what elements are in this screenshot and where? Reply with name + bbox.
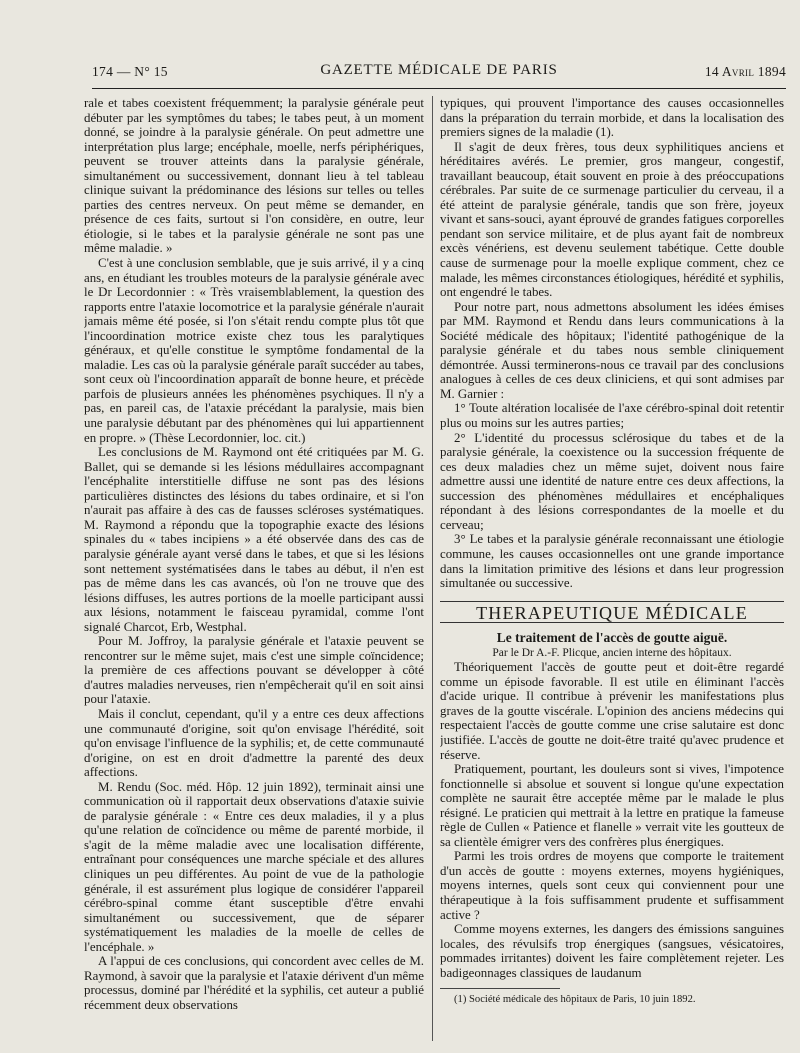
paragraph: Comme moyens externes, les dangers des émissions sanguines locales, des révulsifs trop énergiques (sangsues, vésicatoires, pommades irritantes) doivent les faire complètement rejeter. Les badigeonnages classiques de laudanum xyxy=(440,922,784,980)
paragraph: Parmi les trois ordres de moyens que comporte le traitement d'un accès de goutte : moyens externes, moyens hygiéniques, moyens internes, quels sont ceux qui conviennent pour une thérapeutique à la fois suffisamment prudente et suffisamment active ? xyxy=(440,849,784,922)
paragraph: Pour notre part, nous admettons absolument les idées émises par MM. Raymond et Rendu dans leurs communications à la Société médicale des hôpitaux; l'identité pathogénique de la paralysie générale et du tabes nous semble cliniquement démontrée. Aussi terminerons-nous ce travail par des conclusions analogues à celles de ces deux cliniciens, et qui sont admises par M. Garnier : xyxy=(440,299,784,401)
paragraph: Pour M. Joffroy, la paralysie générale et l'ataxie peuvent se rencontrer sur le même sujet, mais c'est une simple coïncidence; la première de ces affections pouvant se développer à côté d'autres maladies nerveuses, rien n'empêcherait qu'il en soit ainsi pour l'ataxie. xyxy=(84,634,424,707)
page-number: 174 — N° 15 xyxy=(92,64,168,79)
right-column xyxy=(440,96,784,1041)
section-title: THERAPEUTIQUE MÉDICALE xyxy=(476,602,748,623)
paragraph: C'est à une conclusion semblable, que je suis arrivé, il y a cinq ans, en étudiant les troubles moteurs de la paralysie générale avec le Dr Lecordonnier : « Très vraisemblablement, la question des rapports entre l'ataxie locomotrice et la paralysie générale n'aurait jamais même été posée, si l'on s'était rendu compte plus tôt que l'incoordination motrice existe chez tous les paralytiques généraux, et qu'elle constitue le symptôme fondamental de la maladie. Les cas où la paralysie générale paraît succéder au tabes, sont ceux où l'incoordination apparaît de bonne heure, et précède parfois de plusieurs années les phénomènes psychiques. Il n'y a pas, en pareil cas, de l'ataxie précédant la paralysie, mais bien une paralysie débutant par des phénomènes qui lui appartiennent en propre. » (Thèse Lecordonnier, loc. cit.) xyxy=(84,256,424,445)
paragraph: Mais il conclut, cependant, qu'il y a entre ces deux affections une communauté d'origine, soit qu'on envisage l'hérédité, soit qu'on envisage l'influence de la syphilis; et, de cette communauté d'origine, on est en droit d'admettre la parenté des deux affections. xyxy=(84,706,424,780)
paragraph: A l'appui de ces conclusions, qui concordent avec celles de M. Raymond, à savoir que la paralysie et l'ataxie dérivent d'un même processus, dominé par l'hérédité et la syphilis, cet auteur a publié récemment deux observations xyxy=(84,954,424,1012)
footnote-rule xyxy=(440,988,560,989)
paragraph: typiques, qui prouvent l'importance des causes occasionnelles dans la préparation du terrain morbide, et dans la localisation des premiers signes de la maladie (1). xyxy=(440,96,784,140)
paragraph: Les conclusions de M. Raymond ont été critiquées par M. G. Ballet, qui se demande si les lésions médullaires accompagnant l'encéphalite interstitielle diffuse ne sont pas des lésions particulières distinctes des lésions du tabes ordinaire, et si l'on n'aurait pas affaire à des cas de fausses scléroses systématiques. M. Raymond a répondu que la topographie exacte des lésions spinales du « tabes incipiens » a été observée dans des cas de paralysie générale ayant versé dans le tabes, et que si les lésions sont nettement systématisées dans le tabes au début, il n'en est pas de même dans les cas avancés, où l'on ne trouve que des lésions diffuses, les autres portions de la moelle participant aussi aux lésions, notamment le faisceau pyramidal, comme l'ont signalé Charcot, Erb, Westphal. xyxy=(84,445,424,634)
conclusion-item: 2° L'identité du processus sclérosique du tabes et de la paralysie générale, la coexistence ou la succession fréquente de ces deux maladies chez un même sujet, doivent nous faire admettre aussi une identité de nature entre ces deux affections, la succession des phénomènes médullaires et encéphaliques répondant à des lésions correspondantes de la moelle et du cerveau; xyxy=(440,430,784,532)
paragraph: Il s'agit de deux frères, tous deux syphilitiques anciens et héréditaires avérés. Le premier, gros mangeur, congestif, travaillant beaucoup, était souvent en proie à des préoccupations cérébrales. Par suite de ce surmenage particulier du cerveau, il a été atteint de paralysie générale, tandis que son frère, joyeux vivant et sans-souci, ayant éprouvé de grandes fatigues corporelles pendant son service militaire, et de plus ayant fait de nombreux excès vénériens, est devenu seulement tabétique. Cette double cause de surmenage pour la moelle explique comment, chez ce malade, les mêmes circonstances étiologiques, hérédité et syphilis, ont engendré le tabes. xyxy=(440,139,784,300)
column-divider xyxy=(432,96,433,1041)
paragraph: Théoriquement l'accès de goutte peut et doit-être regardé comme un épisode favorable. Il est utile en éliminant l'accès d'acide urique. Il contribue à prévenir les manifestations plus graves de la goutte viscérale. L'opinion des anciens médecins qui respectaient l'accès de goutte comme une crise salutaire est donc justifiée. L'accès de goutte ne doit-être traité qu'avec prudence et réserve. xyxy=(440,660,784,762)
conclusion-item: 3° Le tabes et la paralysie générale reconnaissant une étiologie commune, les causes occasionnelles ont une grande importance dans la limitation primitive des lésions et dans leur progression simultanée ou successive. xyxy=(440,532,784,591)
paragraph: rale et tabes coexistent fréquemment; la paralysie générale peut débuter par les symptômes du tabes; le tabes peut, à un moment donné, se joindre à la paralysie générale. On peut admettre une interprétation plus large; encéphale, moelle, nerfs périphériques, peuvent se trouver atteints dans la paralysie générale, simultanément ou successivement, donnant lieu à tel tableau clinique suivant la prédominance des lésions sur telles ou telles parties des centres nerveux. On peut même se demander, en présence de ces faits, surtout si l'on considère, en outre, leur étiologie, si le tabes et la paralysie générale ne sont pas une même maladie. » xyxy=(84,96,424,256)
page-header xyxy=(92,56,786,84)
footnote: (1) Société médicale des hôpitaux de Paris, 10 juin 1892. xyxy=(454,994,696,1006)
left-column xyxy=(84,96,424,1041)
section-rule xyxy=(440,601,784,602)
article-title: Le traitement de l'accès de goutte aiguë. xyxy=(496,630,728,646)
article-byline: Par le Dr A.-F. Plicque, ancien interne des hôpitaux. xyxy=(492,646,732,659)
conclusion-item: 1° Toute altération localisée de l'axe cérébro-spinal doit retentir plus ou moins sur les autres parties; xyxy=(440,401,784,431)
issue-date: 14 Avril 1894 xyxy=(704,64,786,79)
journal-title: GAZETTE MÉDICALE DE PARIS xyxy=(320,62,558,78)
paragraph: Pratiquement, pourtant, les douleurs sont si vives, l'impotence fonctionnelle si absolue et souvent si longue qu'une expectation complète ne saurait être acceptée même par le malade le plus résigné. Le praticien qui mettrait à la lettre en pratique la fameuse règle de Cullen « Patience et flanelle » verrait vite les goutteux de sa clientèle émigrer vers des confrères plus énergiques. xyxy=(440,762,784,849)
header-rule xyxy=(92,88,786,89)
paragraph: M. Rendu (Soc. méd. Hôp. 12 juin 1892), terminait ainsi une communication où il rapportait deux observations d'ataxie suivie de paralysie générale : « Entre ces deux maladies, il y a plus qu'une relation de coïncidence ou même de parenté morbide, il s'agit de la même maladie avec une localisation différente, entraînant pour conséquences une marche spéciale et des allures cliniques un peu différentes. Au point de vue de la pathologie générale, il est assurément plus logique de considérer l'appareil cérébro-spinal comme étant susceptible d'être envahi simultanément ou successivement, que de séparer systématiquement les maladies de la moelle de celles de l'encéphale. » xyxy=(84,779,424,954)
